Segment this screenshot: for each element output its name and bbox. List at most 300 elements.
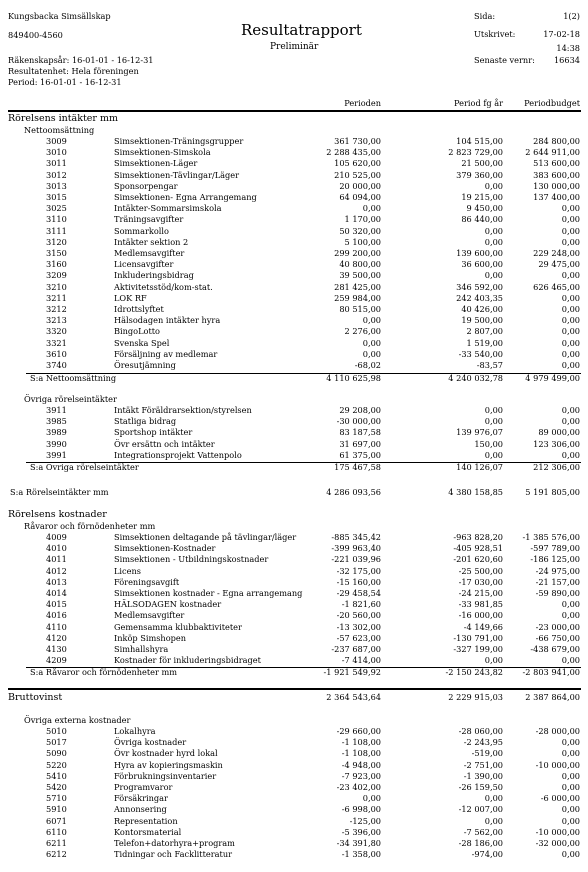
account-row xyxy=(0,148,588,158)
col-period: Perioden xyxy=(344,98,381,108)
value-period: 39 500,00 xyxy=(339,270,381,281)
external-costs-title: Övriga externa kostnader xyxy=(24,715,131,725)
net-sales-title: Nettoomsättning xyxy=(24,125,95,135)
section-income-title: Rörelsens intäkter mm xyxy=(8,113,118,124)
total-period: 175 467,58 xyxy=(334,462,381,472)
account-number: 4013 xyxy=(46,576,67,587)
value-period: -34 391,80 xyxy=(336,838,381,848)
account-row xyxy=(0,305,588,315)
value-prev-year: 9 450,00 xyxy=(466,203,503,214)
account-name: Inköp Simshopen xyxy=(114,632,186,643)
account-number: 5910 xyxy=(46,804,67,815)
account-name: Kostnader för inkluderingsbidraget xyxy=(114,655,261,666)
value-prev-year: 139 600,00 xyxy=(456,248,503,258)
value-prev-year: -4 149,66 xyxy=(463,621,503,632)
account-row xyxy=(0,204,588,214)
value-budget: -21 157,00 xyxy=(535,576,580,587)
account-row xyxy=(0,828,588,838)
account-name: Intäkter-Sommarsimskola xyxy=(114,203,222,214)
value-budget: 0,00 xyxy=(561,449,580,460)
account-row xyxy=(0,772,588,782)
fiscal-year: Räkenskapsår: 16-01-01 - 16-12-31 xyxy=(8,55,154,65)
total-label: S:a Nettoomsättning xyxy=(30,373,117,383)
value-budget: 0,00 xyxy=(561,236,580,247)
value-period: 2 276,00 xyxy=(344,326,381,337)
account-number: 4016 xyxy=(46,610,67,621)
value-prev-year: 379 360,00 xyxy=(456,169,503,180)
account-number: 3015 xyxy=(46,192,67,202)
account-number: 3009 xyxy=(46,136,67,146)
account-name: Simsektionen-Simskola xyxy=(114,147,211,158)
value-period: -399 963,40 xyxy=(331,543,381,554)
value-prev-year: -7 562,00 xyxy=(463,826,503,837)
account-name: Övr kostnader hyrd lokal xyxy=(114,748,218,759)
value-prev-year: -26 159,50 xyxy=(458,782,503,792)
account-row xyxy=(0,440,588,450)
value-period: -68,02 xyxy=(354,360,381,370)
gross-profit-period: 2 364 543,64 xyxy=(326,692,381,702)
account-name: Simsektionen-Läger xyxy=(114,158,198,169)
account-row xyxy=(0,589,588,599)
value-budget: 0,00 xyxy=(561,214,580,225)
account-name: Annonsering xyxy=(114,804,167,815)
account-row xyxy=(0,805,588,815)
net-sales-total xyxy=(0,374,588,384)
account-number: 3150 xyxy=(46,248,67,258)
value-budget: 0,00 xyxy=(561,815,580,826)
value-budget: 123 306,00 xyxy=(533,438,580,449)
account-row xyxy=(0,238,588,248)
account-row xyxy=(0,600,588,610)
version-value: 16634 xyxy=(553,55,580,65)
account-number: 3990 xyxy=(46,438,67,449)
value-budget: 2 644 911,00 xyxy=(525,147,580,158)
value-budget: 29 475,00 xyxy=(538,259,580,270)
account-name: Simsektionen-Tävlingar/Läger xyxy=(114,169,240,180)
account-row xyxy=(0,249,588,259)
account-number: 4014 xyxy=(46,588,67,598)
value-period: -4 948,00 xyxy=(341,759,381,770)
account-row xyxy=(0,428,588,438)
account-row xyxy=(0,451,588,461)
value-prev-year: 2 823 729,00 xyxy=(448,147,503,158)
account-number: 4130 xyxy=(46,644,67,654)
account-name: Statliga bidrag xyxy=(114,416,177,427)
account-name: Licens xyxy=(114,565,141,576)
account-number: 3010 xyxy=(46,147,67,158)
account-row xyxy=(0,567,588,577)
account-number: 4012 xyxy=(46,565,67,576)
account-name: Intäkt Föräldrarsektion/styrelsen xyxy=(114,405,252,415)
value-prev-year: 1 519,00 xyxy=(466,337,503,348)
total-budget: 212 306,00 xyxy=(533,462,580,472)
account-name: Simsektionen - Utbildningskostnader xyxy=(114,554,269,565)
account-row xyxy=(0,783,588,793)
value-period: -13 302,00 xyxy=(336,621,381,632)
account-number: 3120 xyxy=(46,236,67,247)
value-prev-year: -405 928,51 xyxy=(453,543,503,554)
account-number: 5090 xyxy=(46,748,67,759)
account-row xyxy=(0,361,588,371)
account-number: 6110 xyxy=(46,826,67,837)
account-row xyxy=(0,283,588,293)
value-prev-year: -28 060,00 xyxy=(458,726,503,736)
value-budget: 513 600,00 xyxy=(533,158,580,169)
total-period: -1 921 549,92 xyxy=(323,667,381,677)
value-period: 105 620,00 xyxy=(334,158,381,169)
col-budget: Periodbudget xyxy=(524,98,580,108)
account-name: Hyra av kopieringsmaskin xyxy=(114,759,223,770)
account-row xyxy=(0,839,588,849)
total-period: 4 110 625,98 xyxy=(326,373,381,383)
value-period: 83 187,58 xyxy=(339,427,381,438)
value-budget: 0,00 xyxy=(561,304,580,314)
value-budget: -10 000,00 xyxy=(535,759,580,770)
value-budget: 0,00 xyxy=(561,326,580,337)
account-row xyxy=(0,294,588,304)
section-costs-title: Rörelsens kostnader xyxy=(8,509,107,520)
total-prev: 140 126,07 xyxy=(456,462,503,472)
value-budget: -66 750,00 xyxy=(535,632,580,643)
account-name: Gemensamma klubbaktiviteter xyxy=(114,621,242,632)
org-number: 849400-4560 xyxy=(8,30,63,40)
value-prev-year: -201 620,60 xyxy=(453,554,503,565)
value-period: 2 288 435,00 xyxy=(326,147,381,158)
value-budget: -186 125,00 xyxy=(530,554,580,565)
account-number: 3213 xyxy=(46,315,67,326)
account-number: 3011 xyxy=(46,158,67,169)
account-name: Simsektionen-Träningsgrupper xyxy=(114,136,244,146)
value-prev-year: -130 791,00 xyxy=(453,632,503,643)
account-number: 3110 xyxy=(46,214,67,225)
value-budget: 0,00 xyxy=(561,270,580,281)
account-name: Simsektionen deltagande på tävlingar/läger xyxy=(114,532,297,542)
value-period: -32 175,00 xyxy=(336,565,381,576)
account-name: Försäljning av medlemar xyxy=(114,348,218,359)
value-prev-year: -24 215,00 xyxy=(458,588,503,598)
value-period: 0,00 xyxy=(362,315,381,326)
account-number: 3911 xyxy=(46,405,67,415)
value-prev-year: -16 000,00 xyxy=(458,610,503,621)
account-row xyxy=(0,193,588,203)
value-prev-year: -519,00 xyxy=(471,748,503,759)
account-row xyxy=(0,656,588,666)
value-period: -29 660,00 xyxy=(336,726,381,736)
value-prev-year: 19 500,00 xyxy=(461,315,503,326)
page-value: 1(2) xyxy=(563,11,580,21)
account-number: 4010 xyxy=(46,543,67,554)
value-period: -7 923,00 xyxy=(341,770,381,781)
account-name: Lokalhyra xyxy=(114,726,156,736)
account-name: Försäkringar xyxy=(114,793,168,804)
value-prev-year: 0,00 xyxy=(484,236,503,247)
value-prev-year: 346 592,00 xyxy=(456,281,503,292)
account-name: HÄLSODAGEN kostnader xyxy=(114,599,222,610)
account-name: Idrottslyftet xyxy=(114,304,164,314)
account-row xyxy=(0,350,588,360)
value-budget: 284 800,00 xyxy=(533,136,580,146)
value-prev-year: 0,00 xyxy=(484,405,503,415)
materials-total xyxy=(0,668,588,678)
account-name: Förbrukningsinventarier xyxy=(114,770,217,781)
result-unit: Resultatenhet: Hela föreningen xyxy=(8,66,139,76)
account-row xyxy=(0,260,588,270)
value-period: 50 320,00 xyxy=(339,225,381,236)
value-prev-year: -25 500,00 xyxy=(458,565,503,576)
account-row xyxy=(0,316,588,326)
value-budget: 0,00 xyxy=(561,748,580,759)
value-budget: -438 679,00 xyxy=(530,644,580,654)
account-row xyxy=(0,215,588,225)
account-row xyxy=(0,645,588,655)
account-number: 5010 xyxy=(46,726,67,736)
value-period: 31 697,00 xyxy=(339,438,381,449)
account-name: Medlemsavgifter xyxy=(114,248,185,258)
gross-profit-prev: 2 229 915,03 xyxy=(448,692,503,702)
account-name: BingoLotto xyxy=(114,326,160,337)
value-budget: 0,00 xyxy=(561,849,580,860)
version-label: Senaste vernr: xyxy=(474,55,535,65)
value-period: -6 998,00 xyxy=(341,804,381,815)
value-prev-year: 0,00 xyxy=(484,793,503,804)
account-name: Tidningar och Facklitteratur xyxy=(114,849,233,860)
account-row xyxy=(0,850,588,860)
value-budget: 137 400,00 xyxy=(533,192,580,202)
account-number: 4209 xyxy=(46,655,67,666)
value-budget: 0,00 xyxy=(561,360,580,370)
value-prev-year: -974,00 xyxy=(471,849,503,860)
value-prev-year: -327 199,00 xyxy=(453,644,503,654)
account-number: 3985 xyxy=(46,416,67,427)
value-budget: 0,00 xyxy=(561,655,580,666)
value-budget: 0,00 xyxy=(561,348,580,359)
value-prev-year: 19 215,00 xyxy=(461,192,503,202)
account-number: 3610 xyxy=(46,348,67,359)
account-number: 3991 xyxy=(46,449,67,460)
printed-date: 17-02-18 xyxy=(543,29,580,39)
account-row xyxy=(0,727,588,737)
value-budget: -1 385 576,00 xyxy=(522,532,580,542)
account-number: 6071 xyxy=(46,815,67,826)
account-row xyxy=(0,634,588,644)
value-period: -15 160,00 xyxy=(336,576,381,587)
account-name: Kontorsmaterial xyxy=(114,826,182,837)
value-budget: -597 789,00 xyxy=(530,543,580,554)
header-divider xyxy=(8,110,581,112)
gross-profit-label: Bruttovinst xyxy=(8,692,63,703)
total-prev: -2 150 243,82 xyxy=(445,667,503,677)
account-name: Programvaror xyxy=(114,782,173,792)
account-name: Integrationsprojekt Vattenpolo xyxy=(114,449,242,460)
value-prev-year: -83,57 xyxy=(476,360,503,370)
value-period: -23 402,00 xyxy=(336,782,381,792)
total-budget: -2 803 941,00 xyxy=(522,667,580,677)
value-prev-year: -17 030,00 xyxy=(458,576,503,587)
account-row xyxy=(0,533,588,543)
other-income-total xyxy=(0,463,588,473)
account-row xyxy=(0,417,588,427)
value-period: -1 108,00 xyxy=(341,748,381,759)
gross-profit-divider xyxy=(8,688,581,690)
period: Period: 16-01-01 - 16-12-31 xyxy=(8,77,122,87)
value-budget: -6 000,00 xyxy=(540,793,580,804)
value-period: -237 687,00 xyxy=(331,644,381,654)
value-period: 0,00 xyxy=(362,793,381,804)
account-name: Hälsodagen intäkter hyra xyxy=(114,315,221,326)
account-number: 3210 xyxy=(46,281,67,292)
account-name: Inkluderingsbidrag xyxy=(114,270,194,281)
account-number: 5710 xyxy=(46,793,67,804)
account-number: 4110 xyxy=(46,621,67,632)
value-prev-year: 150,00 xyxy=(474,438,503,449)
value-period: 29 208,00 xyxy=(339,405,381,415)
account-number: 6211 xyxy=(46,838,67,848)
account-row xyxy=(0,555,588,565)
value-prev-year: -33 981,85 xyxy=(458,599,503,610)
total-prev: 4 240 032,78 xyxy=(448,373,503,383)
value-prev-year: -2 243,95 xyxy=(463,737,503,748)
value-period: -1 821,60 xyxy=(341,599,381,610)
printed-time: 14:38 xyxy=(556,43,580,53)
value-period: 299 200,00 xyxy=(334,248,381,258)
account-number: 4011 xyxy=(46,554,67,565)
value-period: -20 560,00 xyxy=(336,610,381,621)
value-budget: 0,00 xyxy=(561,737,580,748)
account-row xyxy=(0,794,588,804)
value-budget: 0,00 xyxy=(561,203,580,214)
value-budget: 130 000,00 xyxy=(533,180,580,191)
account-number: 4120 xyxy=(46,632,67,643)
account-number: 6212 xyxy=(46,849,67,860)
value-prev-year: -12 007,00 xyxy=(458,804,503,815)
value-period: 64 094,00 xyxy=(339,192,381,202)
account-number: 3321 xyxy=(46,337,67,348)
income-total xyxy=(0,488,588,498)
value-budget: 0,00 xyxy=(561,610,580,621)
value-period: -29 458,54 xyxy=(336,588,381,598)
account-name: Sommarkollo xyxy=(114,225,169,236)
value-prev-year: 139 976,07 xyxy=(456,427,503,438)
account-number: 3111 xyxy=(46,225,67,236)
value-period: 20 000,00 xyxy=(339,180,381,191)
account-row xyxy=(0,749,588,759)
value-budget: -59 890,00 xyxy=(535,588,580,598)
value-period: -1 358,00 xyxy=(341,849,381,860)
printed-label: Utskrivet: xyxy=(474,29,516,39)
value-period: -1 108,00 xyxy=(341,737,381,748)
gross-profit-budget: 2 387 864,00 xyxy=(525,692,580,702)
value-prev-year: -963 828,20 xyxy=(453,532,503,542)
value-prev-year: 0,00 xyxy=(484,815,503,826)
value-prev-year: -2 751,00 xyxy=(463,759,503,770)
account-row xyxy=(0,159,588,169)
value-prev-year: 40 426,00 xyxy=(461,304,503,314)
total-label: S:a Övriga rörelseintäkter xyxy=(30,462,139,472)
value-period: 40 800,00 xyxy=(339,259,381,270)
value-budget: 0,00 xyxy=(561,315,580,326)
account-name: Träningsavgifter xyxy=(114,214,184,225)
value-period: -7 414,00 xyxy=(341,655,381,666)
account-number: 3211 xyxy=(46,292,67,303)
value-prev-year: 36 600,00 xyxy=(461,259,503,270)
account-row xyxy=(0,271,588,281)
account-number: 3212 xyxy=(46,304,67,314)
value-budget: 383 600,00 xyxy=(533,169,580,180)
value-period: -57 623,00 xyxy=(336,632,381,643)
account-row xyxy=(0,406,588,416)
total-period: 4 286 093,56 xyxy=(326,487,381,497)
value-prev-year: 2 807,00 xyxy=(466,326,503,337)
account-number: 5410 xyxy=(46,770,67,781)
value-period: 259 984,00 xyxy=(334,292,381,303)
value-prev-year: 0,00 xyxy=(484,655,503,666)
value-budget: 0,00 xyxy=(561,225,580,236)
value-budget: 229 248,00 xyxy=(533,248,580,258)
company-name: Kungsbacka Simsällskap xyxy=(8,11,111,21)
value-period: -5 396,00 xyxy=(341,826,381,837)
value-period: 1 170,00 xyxy=(344,214,381,225)
value-prev-year: 0,00 xyxy=(484,180,503,191)
account-name: Licensavgifter xyxy=(114,259,174,270)
account-name: Telefon+datorhyra+program xyxy=(114,838,235,848)
value-prev-year: 0,00 xyxy=(484,270,503,281)
account-number: 3025 xyxy=(46,203,67,214)
col-prev-year: Period fg år xyxy=(454,98,503,108)
value-budget: -10 000,00 xyxy=(535,826,580,837)
value-prev-year: -1 390,00 xyxy=(463,770,503,781)
account-number: 3209 xyxy=(46,270,67,281)
total-budget: 4 979 499,00 xyxy=(525,373,580,383)
account-number: 3320 xyxy=(46,326,67,337)
account-number: 5017 xyxy=(46,737,67,748)
account-name: LOK RF xyxy=(114,292,147,303)
value-prev-year: -28 186,00 xyxy=(458,838,503,848)
value-budget: 0,00 xyxy=(561,337,580,348)
value-budget: 0,00 xyxy=(561,782,580,792)
value-prev-year: 0,00 xyxy=(484,416,503,427)
value-budget: -24 975,00 xyxy=(535,565,580,576)
account-name: Medlemsavgifter xyxy=(114,610,185,621)
account-number: 5420 xyxy=(46,782,67,792)
value-budget: 0,00 xyxy=(561,599,580,610)
value-prev-year: -33 540,00 xyxy=(458,348,503,359)
value-budget: 626 465,00 xyxy=(533,281,580,292)
account-row xyxy=(0,339,588,349)
column-headers xyxy=(0,99,588,109)
account-name: Aktivitetsstöd/kom-stat. xyxy=(114,281,213,292)
value-period: -885 345,42 xyxy=(331,532,381,542)
value-period: -221 039,96 xyxy=(331,554,381,565)
account-row xyxy=(0,137,588,147)
account-name: Intäkter sektion 2 xyxy=(114,236,189,247)
value-period: 361 730,00 xyxy=(334,136,381,146)
account-row xyxy=(0,817,588,827)
value-budget: -32 000,00 xyxy=(535,838,580,848)
value-prev-year: 104 515,00 xyxy=(456,136,503,146)
total-label: S:a Råvaror och förnödenheter mm xyxy=(30,667,178,677)
value-period: 0,00 xyxy=(362,203,381,214)
account-row xyxy=(0,623,588,633)
page-label: Sida: xyxy=(474,11,496,21)
total-prev: 4 380 158,85 xyxy=(448,487,503,497)
account-name: Simsektionen- Egna Arrangemang xyxy=(114,192,257,202)
account-row xyxy=(0,182,588,192)
value-prev-year: 21 500,00 xyxy=(461,158,503,169)
value-prev-year: 0,00 xyxy=(484,225,503,236)
account-name: Representation xyxy=(114,815,178,826)
value-period: 281 425,00 xyxy=(334,281,381,292)
value-budget: 0,00 xyxy=(561,770,580,781)
